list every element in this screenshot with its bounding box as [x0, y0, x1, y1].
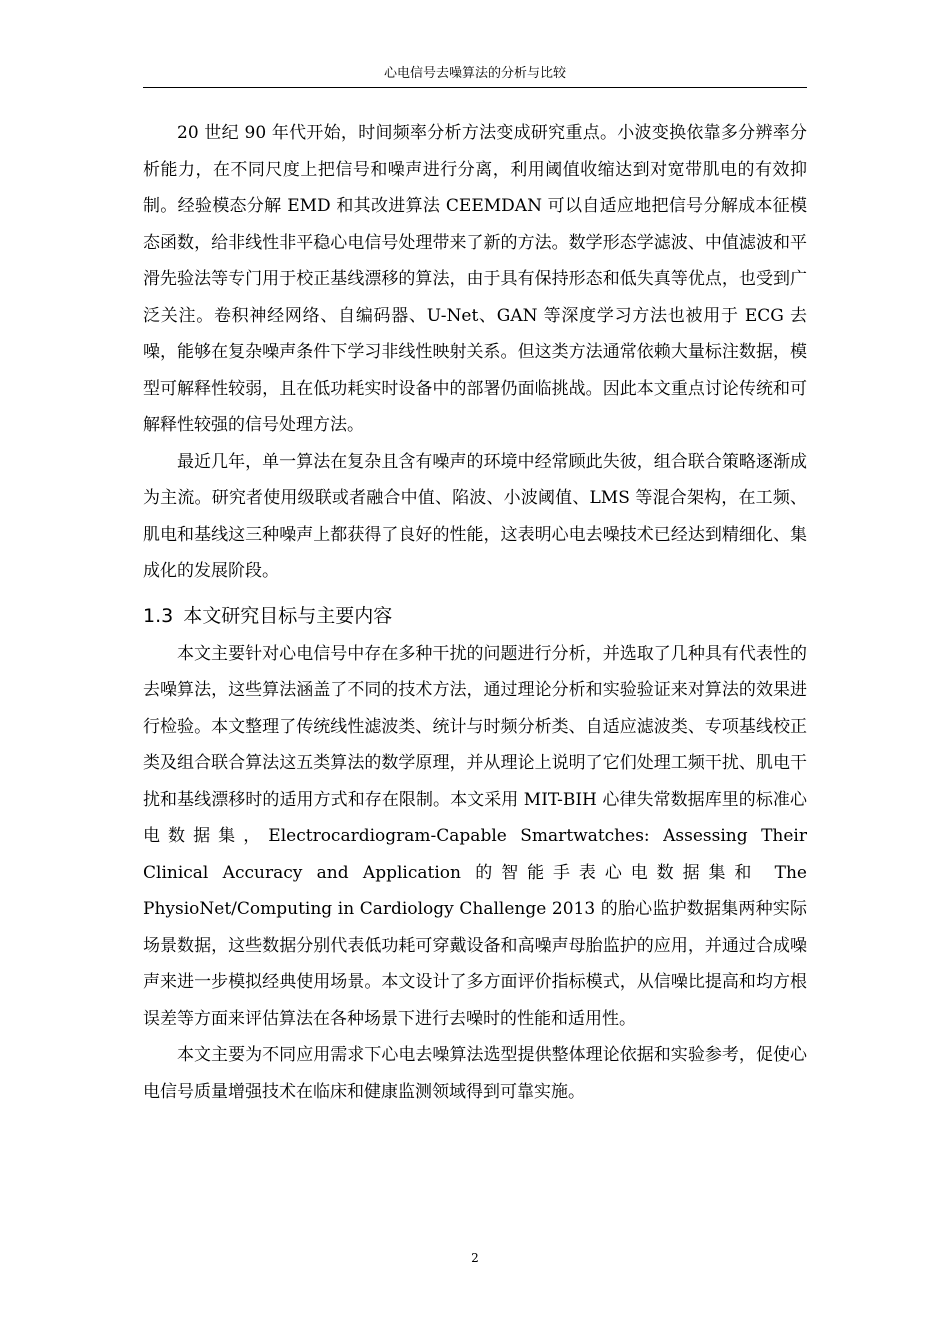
running-header: 心电信号去噪算法的分析与比较 [383, 66, 566, 81]
paragraph-research-goal: 本文主要为不同应用需求下心电去噪算法选型提供整体理论依据和实验参考，促使心电信号质量增强技术在临床和健康监测领域得到可靠实施。 [143, 1045, 807, 1102]
page-number: 2 [471, 1251, 479, 1265]
section-title: 本文研究目标与主要内容 [183, 604, 393, 627]
section-number: 1.3 [143, 604, 174, 627]
paragraph-combined-strategies: 最近几年，单一算法在复杂且含有噪声的环境中经常顾此失彼，组合联合策略逐渐成为主流。研究者使用级联或者融合中值、陷波、小波阈值、LMS 等混合架构，在工频、肌电和基线这三种噪声上都获得了良好的性能，这表明心电去噪技术已经达到精细化、集成化的发展阶段。 [143, 451, 807, 581]
header-divider [143, 87, 807, 88]
section-heading [143, 590, 807, 636]
paragraph-time-frequency-methods: 20 世纪 90 年代开始，时间频率分析方法变成研究重点。小波变换依靠多分辨率分析能力，在不同尺度上把信号和噪声进行分离，利用阈值收缩达到对宽带肌电的有效抑制。经验模态分解 EMD 和其改进算法 CEEMDAN 可以自适应地把信号分解成本征模态函数，给非线性非平稳心电信号处理带来了新的方法。数学形态学滤波、中值滤波和平滑先验法等专门用于校正基线漂移的算法，由于具有保持形态和低失真等优点，也受到广泛关注。卷积神经网络、自编码器、U-Net、GAN 等深度学习方法也被用于 ECG 去噪，能够在复杂噪声条件下学习非线性映射关系。但这类方法通常依赖大量标注数据，模型可解释性较弱，且在低功耗实时设备中的部署仍面临挑战。因此本文重点讨论传统和可解释性较强的信号处理方法。 [143, 123, 807, 435]
body-text [143, 115, 807, 1110]
paragraph-research-content: 本文主要针对心电信号中存在多种干扰的问题进行分析，并选取了几种具有代表性的去噪算法，这些算法涵盖了不同的技术方法，通过理论分析和实验验证来对算法的效果进行检验。本文整理了传统线性滤波类、统计与时频分析类、自适应滤波类、专项基线校正类及组合联合算法这五类算法的数学原理，并从理论上说明了它们处理工频干扰、肌电干扰和基线漂移时的适用方式和存在限制。本文采用 MIT-BIH 心律失常数据库里的标准心电数据集，Electrocardiogram-Capable Smartwatches: Assessing Their Clinical Accuracy and Application 的智能手表心电数据集和 The PhysioNet/Computing in Cardiology Challenge 2013 的胎心监护数据集两种实际场景数据，这些数据分别代表低功耗可穿戴设备和高噪声母胎监护的应用，并通过合成噪声来进一步模拟经典使用场景。本文设计了多方面评价指标模式，从信噪比提高和均方根误差等方面来评估算法在各种场景下进行去噪时的性能和适用性。 [143, 643, 807, 1029]
